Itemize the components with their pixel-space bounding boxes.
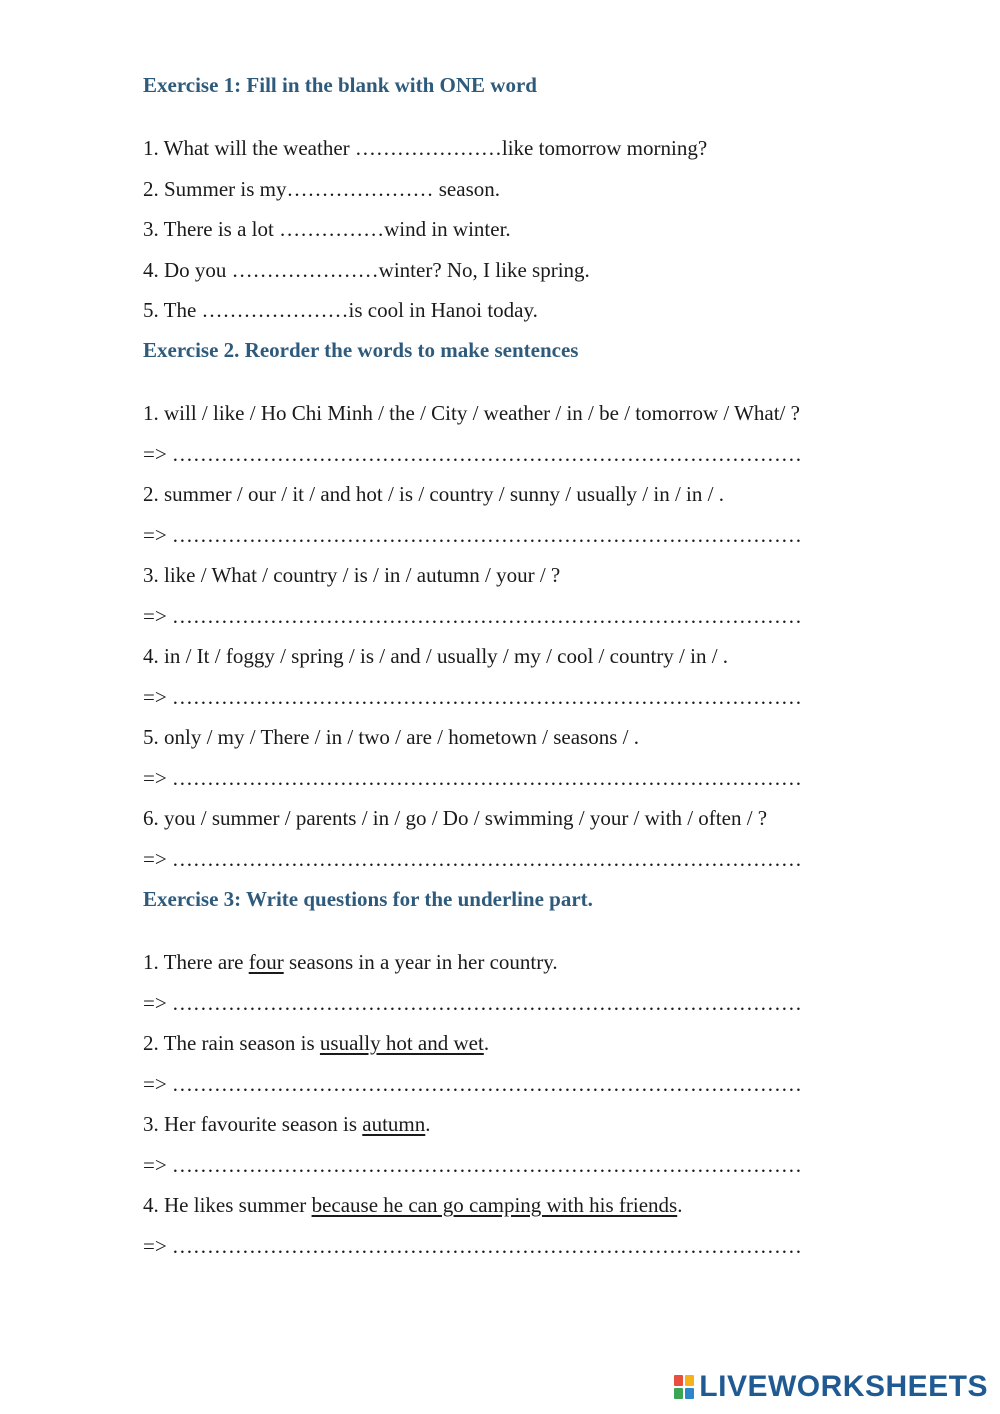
ex2-prompt-2: 2. summer / our / it / and hot / is / country / sunny / usually / in / in / . xyxy=(143,482,724,506)
ex1-item-4: 4. Do you …………………winter? No, I like spring. xyxy=(143,258,590,282)
logo-square-green xyxy=(674,1388,683,1399)
exercise3-title: Exercise 3: Write questions for the underline part. xyxy=(143,887,593,911)
ex3-answer-1[interactable]: => ……………………………………………………………………………… xyxy=(143,991,802,1015)
exercise2-title: Exercise 2. Reorder the words to make sentences xyxy=(143,338,579,362)
ex3-answer-2[interactable]: => ……………………………………………………………………………… xyxy=(143,1072,802,1096)
ex2-prompt-1: 1. will / like / Ho Chi Minh / the / City / weather / in / be / tomorrow / What/ ? xyxy=(143,401,800,425)
ex2-prompt-5: 5. only / my / There / in / two / are / hometown / seasons / . xyxy=(143,725,639,749)
brand-name: LIVEWORKSHEETS xyxy=(699,1370,988,1403)
liveworksheets-icon xyxy=(673,1374,695,1400)
ex2-answer-5[interactable]: => ……………………………………………………………………………… xyxy=(143,766,802,790)
ex3-prompt-1-underlined: four xyxy=(248,950,284,974)
ex2-prompt-6: 6. you / summer / parents / in / go / Do / swimming / your / with / often / ? xyxy=(143,806,768,830)
liveworksheets-logo[interactable] xyxy=(673,1370,988,1404)
ex3-prompt-1-after: seasons in a year in her country. xyxy=(283,950,558,974)
ex2-prompt-4: 4. in / It / foggy / spring / is / and / usually / my / cool / country / in / . xyxy=(143,644,729,668)
ex1-item-1: 1. What will the weather …………………like tomorrow morning? xyxy=(143,136,708,160)
ex3-prompt-4-after: . xyxy=(677,1193,683,1217)
ex1-item-5: 5. The …………………is cool in Hanoi today. xyxy=(143,298,538,322)
ex2-prompt-3: 3. like / What / country / is / in / autumn / your / ? xyxy=(143,563,561,587)
ex2-answer-1[interactable]: => ……………………………………………………………………………… xyxy=(143,442,802,466)
ex3-prompt-2 xyxy=(143,1033,489,1054)
ex3-prompt-3-before: 3. Her favourite season is xyxy=(143,1112,363,1136)
ex3-prompt-4-before: 4. He likes summer xyxy=(143,1193,312,1217)
ex3-prompt-2-before: 2. The rain season is xyxy=(143,1031,320,1055)
ex2-answer-6[interactable]: => ……………………………………………………………………………… xyxy=(143,847,802,871)
ex3-prompt-3-after: . xyxy=(425,1112,431,1136)
ex3-prompt-4-underlined: because he can go camping with his friends xyxy=(311,1193,678,1217)
ex3-prompt-3-underlined: autumn xyxy=(362,1112,426,1136)
ex3-prompt-1 xyxy=(143,952,558,973)
ex3-answer-3[interactable]: => ……………………………………………………………………………… xyxy=(143,1153,802,1177)
ex3-prompt-1-before: 1. There are xyxy=(143,950,249,974)
logo-square-yellow xyxy=(685,1375,694,1386)
ex3-prompt-3 xyxy=(143,1114,431,1135)
ex3-answer-4[interactable]: => ……………………………………………………………………………… xyxy=(143,1234,802,1258)
ex1-item-3: 3. There is a lot ……………wind in winter. xyxy=(143,217,511,241)
ex1-item-2: 2. Summer is my………………… season. xyxy=(143,177,500,201)
ex3-prompt-2-after: . xyxy=(483,1031,490,1055)
ex3-prompt-2-underlined: usually hot and wet xyxy=(319,1031,484,1055)
ex3-prompt-4 xyxy=(143,1195,682,1216)
exercise1-title: Exercise 1: Fill in the blank with ONE word xyxy=(143,73,537,97)
ex2-answer-3[interactable]: => ……………………………………………………………………………… xyxy=(143,604,802,628)
ex2-answer-2[interactable]: => ……………………………………………………………………………… xyxy=(143,523,802,547)
logo-square-blue xyxy=(685,1388,694,1399)
logo-square-red xyxy=(674,1375,683,1386)
ex2-answer-4[interactable]: => ……………………………………………………………………………… xyxy=(143,685,802,709)
